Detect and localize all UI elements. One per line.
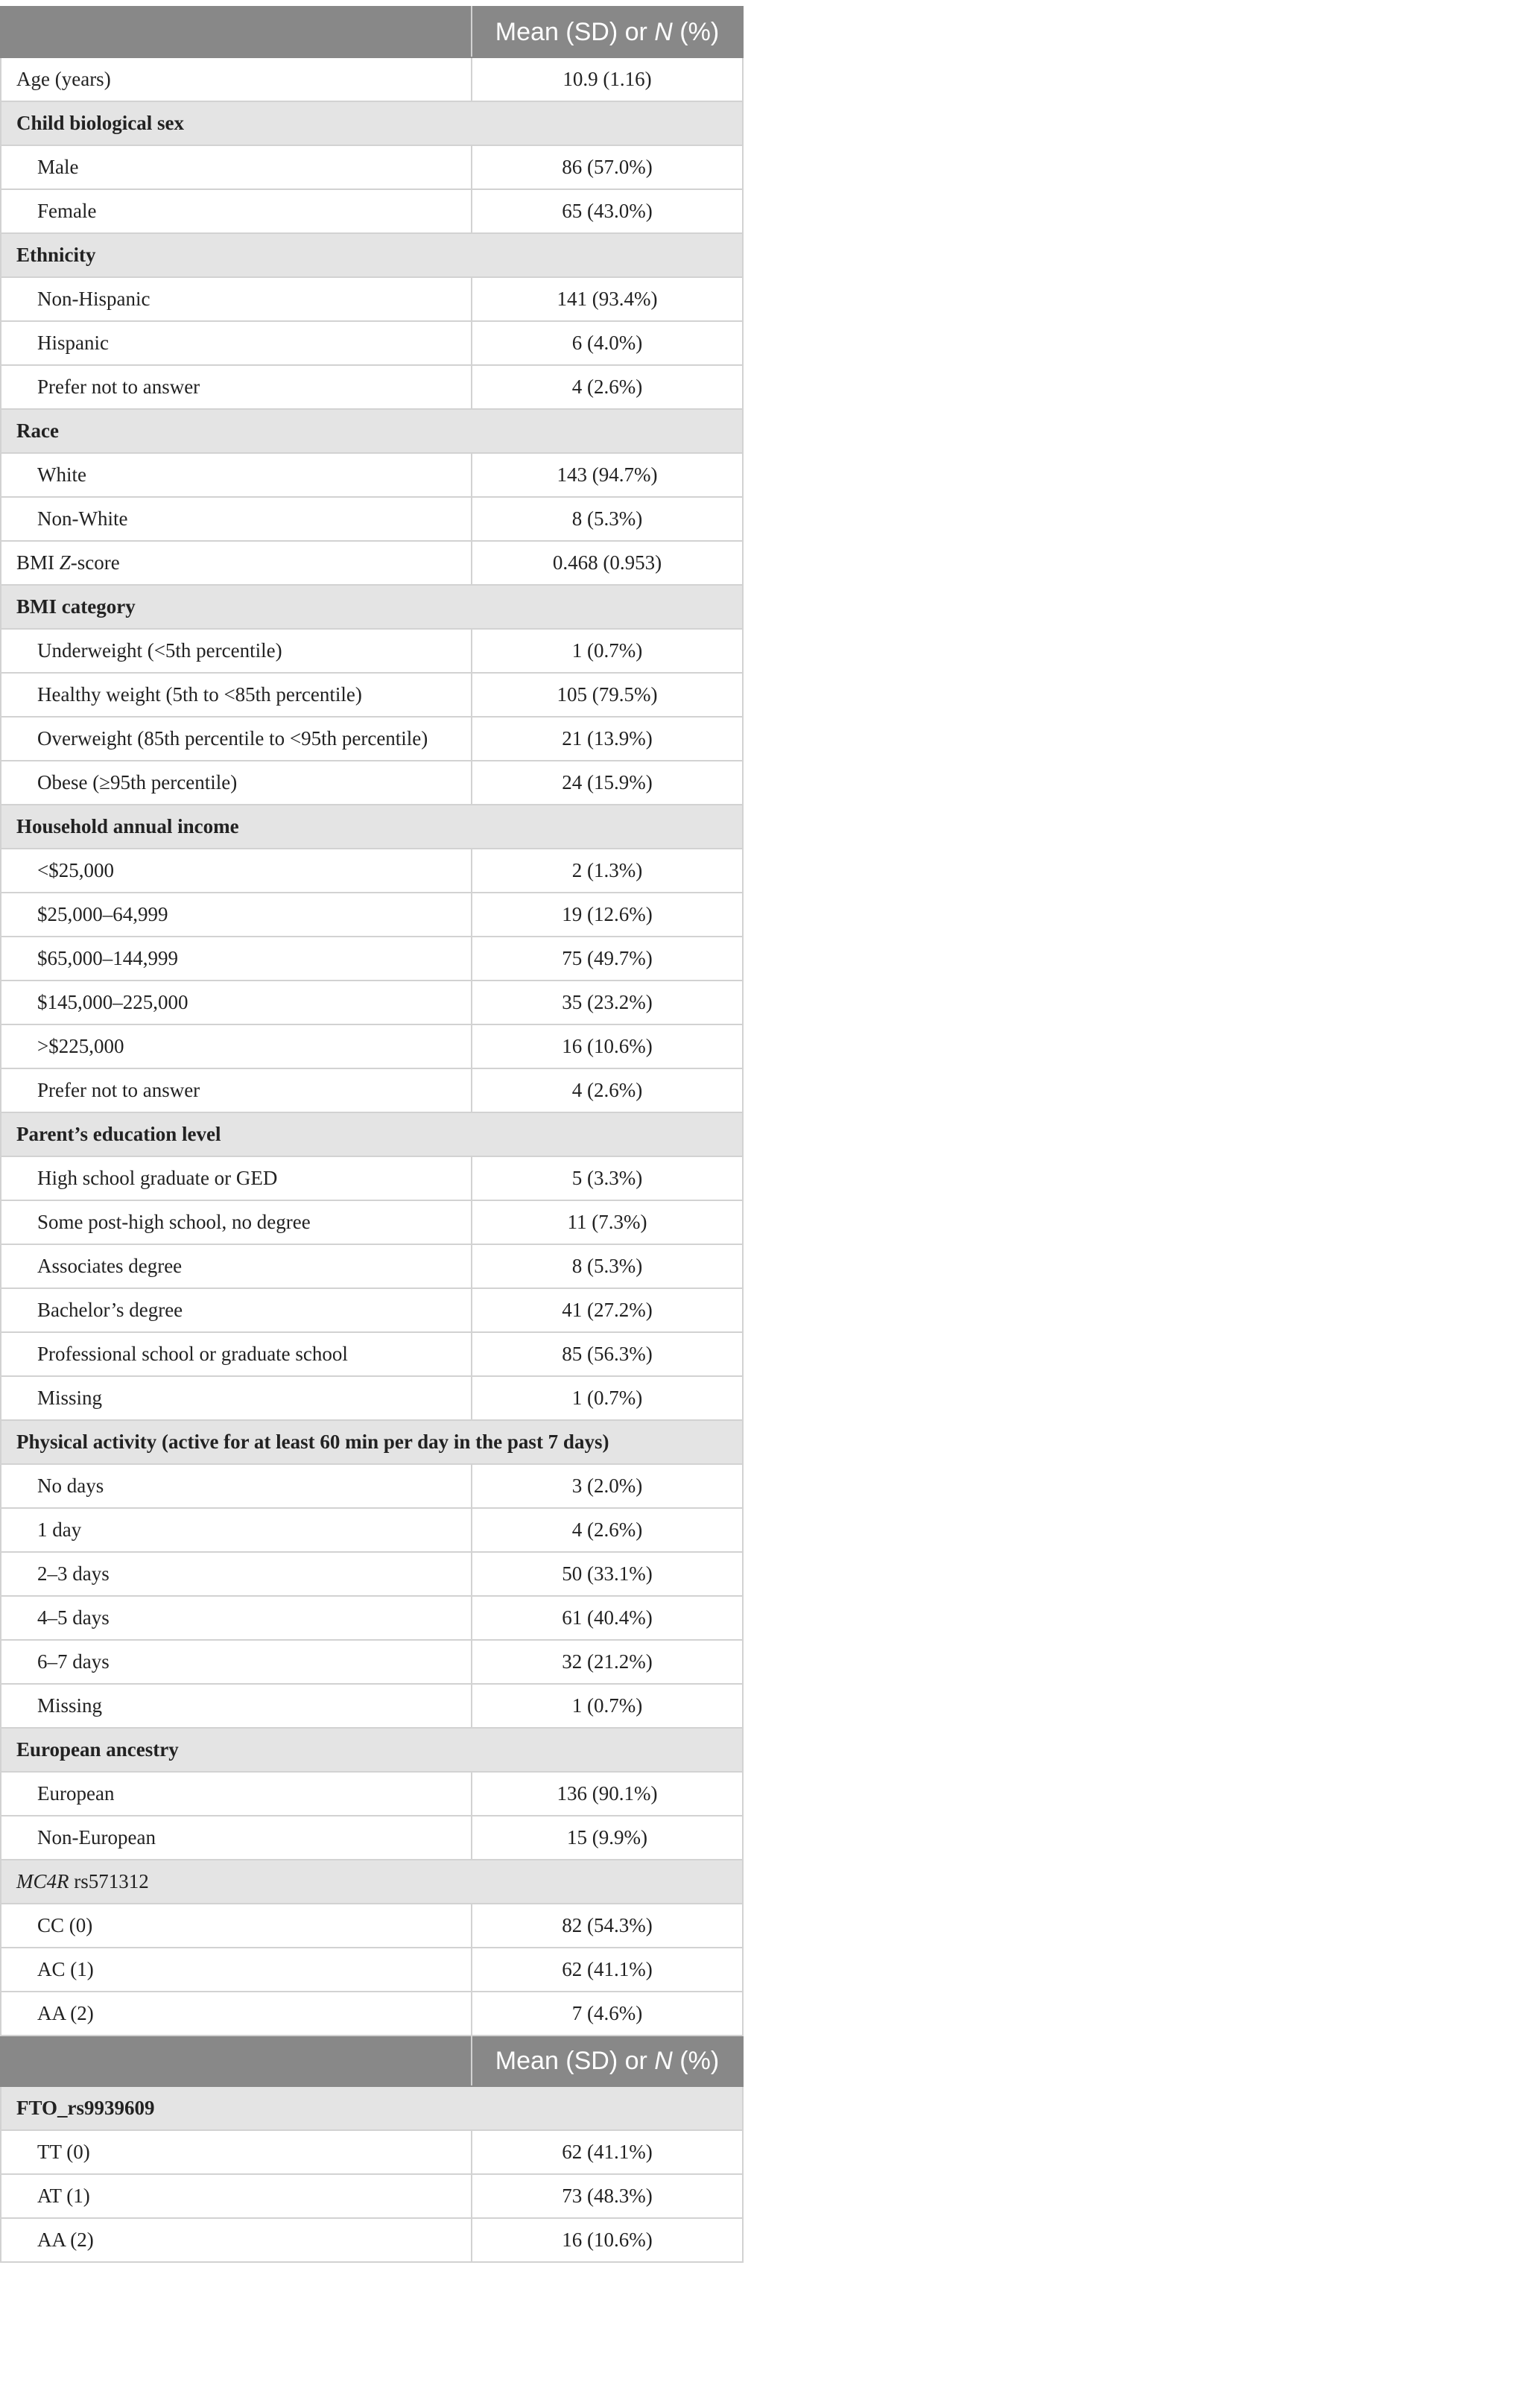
section-header-row xyxy=(1,233,743,277)
section-header-row xyxy=(1,409,743,453)
table-row xyxy=(1,717,743,761)
table-row xyxy=(1,189,743,233)
row-label: AA (2) xyxy=(1,2218,472,2262)
row-value: 21 (13.9%) xyxy=(472,717,743,761)
row-label: Obese (≥95th percentile) xyxy=(1,761,472,805)
row-value: 4 (2.6%) xyxy=(472,1508,743,1552)
table-row xyxy=(1,145,743,189)
row-label: Prefer not to answer xyxy=(1,365,472,409)
row-label: Non-Hispanic xyxy=(1,277,472,321)
header-cell-empty xyxy=(1,7,472,57)
row-label: European xyxy=(1,1772,472,1816)
row-label: 1 day xyxy=(1,1508,472,1552)
row-value: 1 (0.7%) xyxy=(472,1376,743,1420)
section-label: BMI category xyxy=(1,585,743,629)
row-label: Prefer not to answer xyxy=(1,1068,472,1112)
section-label: Ethnicity xyxy=(1,233,743,277)
table-header-row xyxy=(1,2036,743,2086)
table-row xyxy=(1,629,743,673)
row-value: 62 (41.1%) xyxy=(472,1948,743,1992)
table-row xyxy=(1,1464,743,1508)
row-value: 6 (4.0%) xyxy=(472,321,743,365)
row-value: 85 (56.3%) xyxy=(472,1332,743,1376)
table-row xyxy=(1,1948,743,1992)
characteristics-table xyxy=(0,6,744,2263)
row-label: AT (1) xyxy=(1,2174,472,2218)
header-cell-empty xyxy=(1,2036,472,2086)
row-label: Missing xyxy=(1,1684,472,1728)
table-row xyxy=(1,497,743,541)
table-row xyxy=(1,1772,743,1816)
section-label: Race xyxy=(1,409,743,453)
row-value: 16 (10.6%) xyxy=(472,2218,743,2262)
row-value: 65 (43.0%) xyxy=(472,189,743,233)
row-value: 82 (54.3%) xyxy=(472,1904,743,1948)
table-row xyxy=(1,57,743,101)
row-value: 4 (2.6%) xyxy=(472,365,743,409)
row-label: $65,000–144,999 xyxy=(1,937,472,981)
row-value: 105 (79.5%) xyxy=(472,673,743,717)
row-value: 11 (7.3%) xyxy=(472,1200,743,1244)
table-row xyxy=(1,365,743,409)
table-row xyxy=(1,1596,743,1640)
table-row xyxy=(1,1200,743,1244)
row-label: <$25,000 xyxy=(1,849,472,893)
row-label: Female xyxy=(1,189,472,233)
row-label: 4–5 days xyxy=(1,1596,472,1640)
row-value: 19 (12.6%) xyxy=(472,893,743,937)
table-row xyxy=(1,673,743,717)
section-header-row xyxy=(1,1728,743,1772)
row-label: Bachelor’s degree xyxy=(1,1288,472,1332)
row-value: 16 (10.6%) xyxy=(472,1024,743,1068)
table-row xyxy=(1,893,743,937)
section-header-row xyxy=(1,585,743,629)
table-row xyxy=(1,1288,743,1332)
row-value: 8 (5.3%) xyxy=(472,1244,743,1288)
row-label: No days xyxy=(1,1464,472,1508)
section-header-row xyxy=(1,805,743,849)
row-value: 32 (21.2%) xyxy=(472,1640,743,1684)
row-label: Associates degree xyxy=(1,1244,472,1288)
row-value: 1 (0.7%) xyxy=(472,629,743,673)
table-row xyxy=(1,1816,743,1860)
table-row xyxy=(1,1992,743,2036)
row-label: 2–3 days xyxy=(1,1552,472,1596)
row-value: 5 (3.3%) xyxy=(472,1156,743,1200)
table-row xyxy=(1,321,743,365)
row-value: 86 (57.0%) xyxy=(472,145,743,189)
section-label: Parent’s education level xyxy=(1,1112,743,1156)
row-value: 35 (23.2%) xyxy=(472,981,743,1024)
row-value: 73 (48.3%) xyxy=(472,2174,743,2218)
row-value: 62 (41.1%) xyxy=(472,2130,743,2174)
table-row xyxy=(1,1552,743,1596)
section-header-row xyxy=(1,101,743,145)
section-label: FTO_rs9939609 xyxy=(1,2086,743,2130)
section-header-row xyxy=(1,1860,743,1904)
table-row xyxy=(1,1508,743,1552)
row-value: 3 (2.0%) xyxy=(472,1464,743,1508)
row-value: 10.9 (1.16) xyxy=(472,57,743,101)
row-label: Some post-high school, no degree xyxy=(1,1200,472,1244)
table-row xyxy=(1,453,743,497)
row-label: Underweight (<5th percentile) xyxy=(1,629,472,673)
row-label: CC (0) xyxy=(1,1904,472,1948)
row-value: 50 (33.1%) xyxy=(472,1552,743,1596)
header-cell-mean-sd-n: Mean (SD) or N (%) xyxy=(472,2036,743,2086)
table-row xyxy=(1,541,743,585)
row-label: AC (1) xyxy=(1,1948,472,1992)
section-header-row xyxy=(1,1420,743,1464)
table-body xyxy=(1,7,743,2262)
table-row xyxy=(1,2174,743,2218)
section-label: MC4R rs571312 xyxy=(1,1860,743,1904)
table-header-row xyxy=(1,7,743,57)
row-value: 41 (27.2%) xyxy=(472,1288,743,1332)
row-label: Age (years) xyxy=(1,57,472,101)
table-row xyxy=(1,2130,743,2174)
table-row xyxy=(1,1332,743,1376)
row-value: 15 (9.9%) xyxy=(472,1816,743,1860)
row-label: Professional school or graduate school xyxy=(1,1332,472,1376)
row-value: 136 (90.1%) xyxy=(472,1772,743,1816)
table-row xyxy=(1,1904,743,1948)
table-row xyxy=(1,1684,743,1728)
section-label: European ancestry xyxy=(1,1728,743,1772)
row-value: 75 (49.7%) xyxy=(472,937,743,981)
row-label: Hispanic xyxy=(1,321,472,365)
row-label: Non-European xyxy=(1,1816,472,1860)
section-header-row xyxy=(1,1112,743,1156)
row-value: 24 (15.9%) xyxy=(472,761,743,805)
row-label: Missing xyxy=(1,1376,472,1420)
table-row xyxy=(1,2218,743,2262)
section-label: Household annual income xyxy=(1,805,743,849)
row-value: 143 (94.7%) xyxy=(472,453,743,497)
row-label: Overweight (85th percentile to <95th percentile) xyxy=(1,717,472,761)
header-cell-mean-sd-n: Mean (SD) or N (%) xyxy=(472,7,743,57)
table-row xyxy=(1,937,743,981)
table-row xyxy=(1,1068,743,1112)
section-label: Child biological sex xyxy=(1,101,743,145)
row-label: AA (2) xyxy=(1,1992,472,2036)
row-label: 6–7 days xyxy=(1,1640,472,1684)
table-row xyxy=(1,1156,743,1200)
row-label: BMI Z-score xyxy=(1,541,472,585)
table-row xyxy=(1,1640,743,1684)
row-label: >$225,000 xyxy=(1,1024,472,1068)
row-label: $145,000–225,000 xyxy=(1,981,472,1024)
row-value: 8 (5.3%) xyxy=(472,497,743,541)
row-label: TT (0) xyxy=(1,2130,472,2174)
row-value: 1 (0.7%) xyxy=(472,1684,743,1728)
row-value: 7 (4.6%) xyxy=(472,1992,743,2036)
table-row xyxy=(1,1024,743,1068)
row-value: 141 (93.4%) xyxy=(472,277,743,321)
table-row xyxy=(1,1376,743,1420)
row-label: High school graduate or GED xyxy=(1,1156,472,1200)
row-value: 0.468 (0.953) xyxy=(472,541,743,585)
table-row xyxy=(1,849,743,893)
section-header-row xyxy=(1,2086,743,2130)
row-value: 2 (1.3%) xyxy=(472,849,743,893)
row-label: Male xyxy=(1,145,472,189)
row-value: 61 (40.4%) xyxy=(472,1596,743,1640)
section-label: Physical activity (active for at least 60 min per day in the past 7 days) xyxy=(1,1420,743,1464)
row-label: Healthy weight (5th to <85th percentile) xyxy=(1,673,472,717)
table-row xyxy=(1,981,743,1024)
table-row xyxy=(1,761,743,805)
row-label: Non-White xyxy=(1,497,472,541)
row-value: 4 (2.6%) xyxy=(472,1068,743,1112)
row-label: $25,000–64,999 xyxy=(1,893,472,937)
table-row xyxy=(1,277,743,321)
row-label: White xyxy=(1,453,472,497)
table-row xyxy=(1,1244,743,1288)
